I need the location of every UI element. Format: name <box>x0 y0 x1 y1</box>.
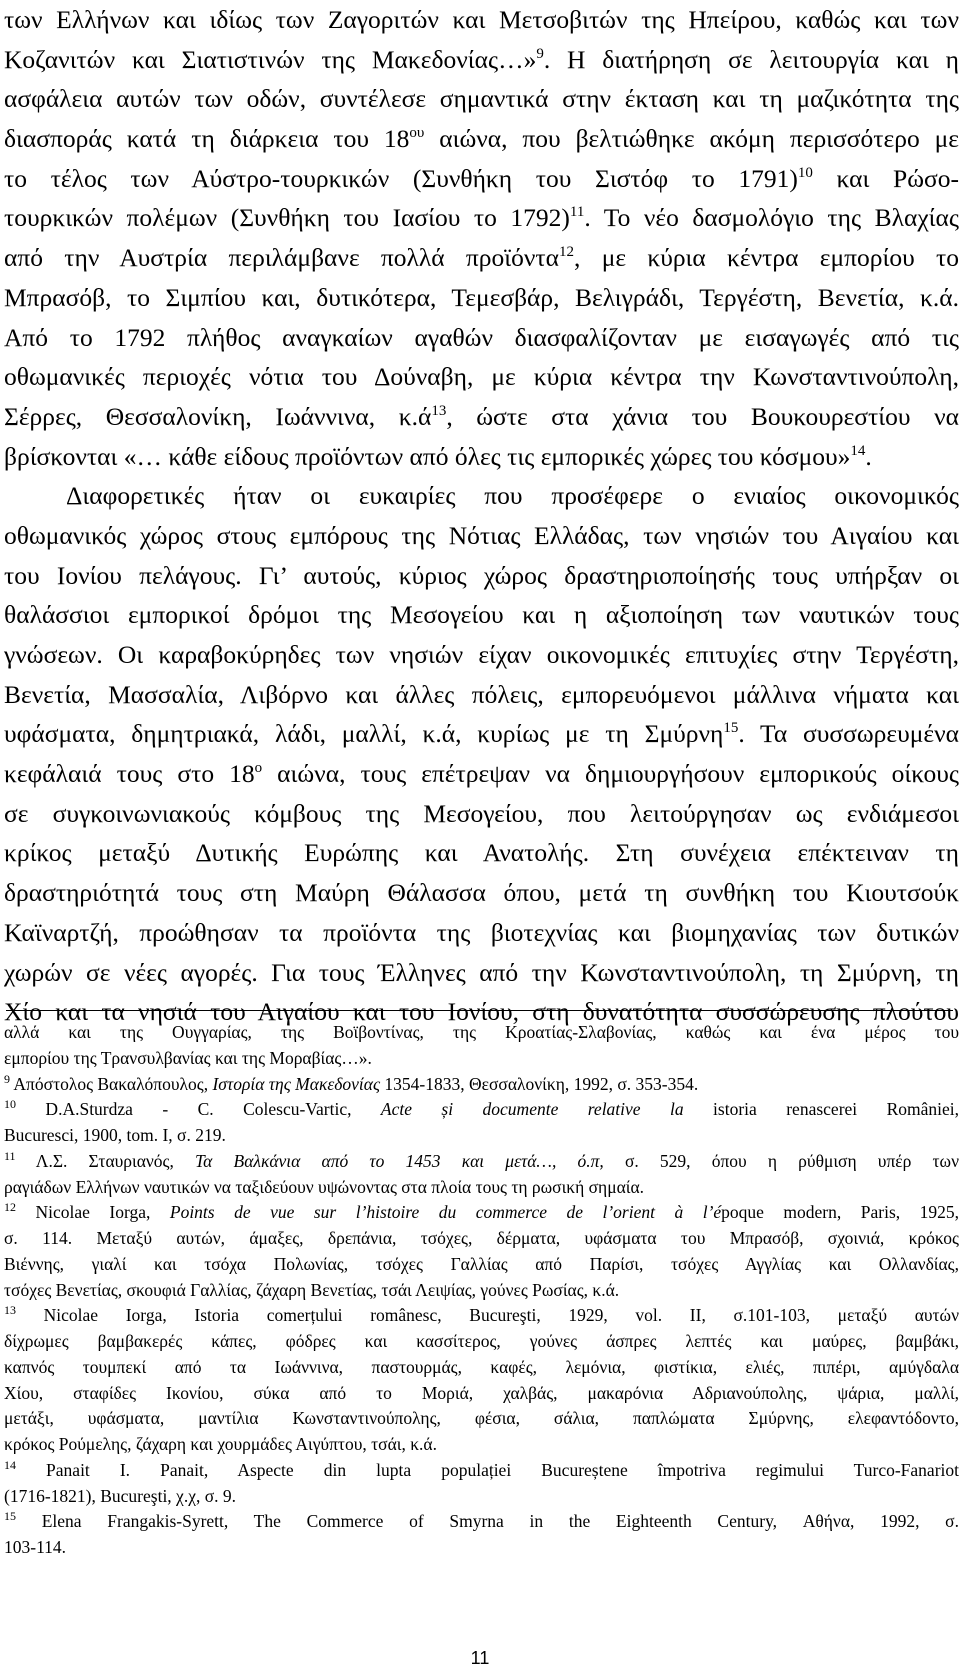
footnote-line <box>4 1046 959 1072</box>
line-text: τουρκικών πολέμων (Συνθήκη του Ιασίου το 1792) <box>4 203 570 233</box>
footnote-line <box>4 1097 959 1123</box>
main-text <box>4 0 959 1032</box>
text-line <box>4 159 959 199</box>
footnote-title: Points de vue sur l’histoire du commerce de l’orient à l’é <box>169 1202 722 1223</box>
text-line <box>4 397 959 437</box>
footnote-text: μετάξι, υφάσματα, μαντίλια Κωνσταντινούπολης, φέσια, σάλια, παπλώματα Σμύρνης, ελεφαντόδοντο, <box>4 1408 959 1429</box>
footnote-line <box>4 1329 959 1355</box>
line-text: Μπρασόβ, το Σιμπίου και, δυτικότερα, Τεμεσβάρ, Βελιγράδι, Τεργέστη, Βενετία, κ.ά. <box>4 282 959 312</box>
line-text: το τέλος των Αύστρο-τουρκικών (Συνθήκη του Σιστόφ το 1791) <box>4 163 798 193</box>
footnote-text: D.A.Sturdza - C. Colescu-Vartic, <box>16 1099 381 1120</box>
footnote-text: Βιέννης, γιαλί και τσόχα Πολωνίας, τσόχες Γαλλίας από Παρίσι, τσόχες Αγγλίας και Ολλανδίας, <box>4 1253 959 1274</box>
line-text: από την Αυστρία περιλάμβανε πολλά προϊόντα <box>4 243 560 273</box>
footnote-title: Ιστορία της Μακεδονίας <box>212 1073 381 1094</box>
footnote-text: Elena Frangakis-Syrett, The Commerce of Smyrna in the Eighteenth Century, Αθήνα, 1992, σ. <box>16 1511 959 1532</box>
line-text: οθωμανικές περιοχές νότια του Δούναβη, με κύρια κέντρα την Κωνσταντινούπολη, <box>4 362 959 392</box>
text-line <box>4 278 959 318</box>
line-text: Βενετία, Μασσαλία, Λιβόρνο και άλλες πόλεις, εμπορευόμενοι μάλλινα νήματα και <box>4 679 959 709</box>
footnote-line <box>4 1458 959 1484</box>
footnote-title: Τα Βαλκάνια από το 1453 και μετά…, ό.π, <box>195 1150 604 1171</box>
footnote-text-cont: istoria renascerei Românieі, <box>683 1099 959 1120</box>
footnote-text-cont: 1354-1833, Θεσσαλονίκη, 1992, σ. 353-354. <box>380 1073 699 1094</box>
text-line <box>4 635 959 675</box>
line-text: γνώσεων. Οι καραβοκύρηδες των νησιών είχαν οικονομικές επιτυχίες στην Τεργέστη, <box>4 640 959 669</box>
footnote-line <box>4 1200 959 1226</box>
text-line <box>4 318 959 358</box>
text-line <box>4 913 959 953</box>
line-text: βρίσκονται «… κάθε είδους προϊόντων από όλες τις εμπορικές χώρες του κόσμου» <box>4 441 851 471</box>
line-text-cont: , ώστε στα χάνια του Βουκουρεστίου να <box>446 401 959 431</box>
footnote-text: καπνός τουμπεκί από τα Ιωάννινα, παστουρμάς, καφές, λεμόνια, φιστίκια, ελιές, πιπέρι, αμύγδαλα <box>4 1356 959 1377</box>
footnote-ref: 15 <box>723 720 739 737</box>
footnote-text: (1716-1821), Bucureşti, χ.χ, σ. 9. <box>4 1485 237 1506</box>
footnote-text: Nicolae Iorga, Istoria comerțului românesc, Bucureşti, 1929, vol. II, σ.101-103, μεταξύ αυτών <box>16 1305 959 1326</box>
footnote-line <box>4 1381 959 1407</box>
line-text: χωρών σε νέες αγορές. Για τους Έλληνες από την Κωνσταντινούπολη, τη Σμύρνη, τη <box>4 957 959 987</box>
footnote-line <box>4 1303 959 1329</box>
line-text: Από το 1792 πλήθος αναγκαίων αγαθών διασφαλίζονταν με εισαγωγές από τις <box>4 322 959 352</box>
footnote-text: ραγιάδων Ελλήνων ναυτικών να ταξιδεύουν υψώνοντας στα πλοία τους τη ρωσική σημαία. <box>4 1176 645 1197</box>
text-line <box>4 953 959 993</box>
footnote-text-cont: σ. 529, όπου η ρύθμιση υπέρ των <box>603 1150 959 1171</box>
line-text: Καϊναρτζή, προώθησαν τα προϊόντα της βιοτεχνίας και βιομηχανίας των δυτικών <box>4 917 959 947</box>
footnote-line <box>4 1072 959 1098</box>
footnotes <box>4 1020 959 1561</box>
text-line <box>4 79 959 119</box>
line-text-cont: . Το νέο δασμολόγιο της Βλαχίας <box>584 203 959 233</box>
footnote-title: Acte și documente relative la <box>380 1099 684 1120</box>
line-text-cont: . Τα συσσωρευμένα <box>738 719 959 749</box>
line-text: ασφάλεια αυτών των οδών, συντέλεσε σημαντικά στην έκταση και τη μαζικότητα της <box>4 84 959 114</box>
footnote-separator <box>6 1010 953 1011</box>
footnote-line <box>4 1406 959 1432</box>
text-line <box>4 476 959 516</box>
footnote-number: 15 <box>4 1509 16 1524</box>
footnote-text: Nicolae Iorga, <box>16 1202 170 1223</box>
line-text-cont: , με κύρια κέντρα εμπορίου το <box>574 243 959 273</box>
line-text-cont: και Ρώσο- <box>812 163 959 193</box>
footnote-ref: ου <box>409 125 425 142</box>
footnote-text: δίχρωμες βαμβακερές κάπες, φόδρες και κασσίτερος, γούνες άσπρες λεπτές και μαύρες, βαμβάκι, <box>4 1331 959 1351</box>
footnote-line <box>4 1278 959 1304</box>
footnote-number: 10 <box>4 1097 16 1112</box>
line-text: δραστηριότητά τους στη Μαύρη Θάλασσα όπου, μετά τη συνθήκη του Κιουτσούκ <box>4 878 959 908</box>
footnote-line <box>4 1355 959 1381</box>
line-text: κεφάλαιά τους στο 18 <box>4 759 255 789</box>
line-text: Διαφορετικές ήταν οι ευκαιρίες που προσέφερε ο ενιαίος οικονομικός <box>66 481 959 511</box>
text-line <box>4 833 959 873</box>
footnote-number: 11 <box>4 1148 16 1163</box>
footnote-number: 9 <box>4 1071 10 1086</box>
footnote-line <box>4 1020 959 1046</box>
footnote-line <box>4 1509 959 1535</box>
footnote-line <box>4 1175 959 1201</box>
footnote-text: 103-114. <box>4 1537 67 1557</box>
footnote-line <box>4 1252 959 1278</box>
footnote-line <box>4 1535 959 1561</box>
footnote-ref: 14 <box>850 442 866 459</box>
text-line <box>4 794 959 834</box>
text-line <box>4 119 959 159</box>
footnote-ref: 11 <box>569 204 585 221</box>
footnote-text: Χίου, σταφίδες Ικονίου, σύκα από το Μοριά, χαλβάς, μακαρόνια Αδριανούπολης, ψάρια, μαλλί, <box>4 1382 959 1403</box>
line-text: των Ελλήνων και ιδίως των Ζαγοριτών και Μετσοβιτών της Ηπείρου, καθώς και των <box>4 5 959 34</box>
footnote-text: σ. 114. Μεταξύ αυτών, άμαξες, δρεπάνια, τσόχες, δέρματα, υφάσματα του Μπρασόβ, σχοινιά, κρόκος <box>4 1228 959 1248</box>
text-line <box>4 675 959 715</box>
text-line <box>4 0 959 40</box>
line-text-cont: αιώνα, τους επέτρεψαν να δημιουργήσουν εμπορικούς οίκους <box>262 759 960 789</box>
footnote-ref: 12 <box>559 244 575 261</box>
footnote-text-cont: poque modern, Paris, 1925, <box>721 1202 959 1223</box>
footnote-ref: 10 <box>797 164 813 181</box>
page-number: 11 <box>470 1648 490 1668</box>
line-text: υφάσματα, δημητριακά, λάδι, μαλλί, κ.ά, κυρίως με τη Σμύρνη <box>4 719 724 749</box>
text-line <box>4 40 959 80</box>
line-text: σε συγκοινωνιακούς κόμβους της Μεσογείου, που λειτούργησαν ως ενδιάμεσοι <box>4 798 959 828</box>
footnote-ref: 13 <box>431 402 447 419</box>
text-line <box>4 437 959 477</box>
text-line <box>4 357 959 397</box>
line-text: κρίκος μεταξύ Δυτικής Ευρώπης και Ανατολής. Στη συνέχεια επέκτειναν τη <box>4 838 959 868</box>
footnote-line <box>4 1123 959 1149</box>
footnote-text: εμπορίου της Τρανσυλβανίας και της Μοραβίας…». <box>4 1047 372 1068</box>
footnote-line <box>4 1432 959 1458</box>
line-text: Σέρρες, Θεσσαλονίκη, Ιωάννινα, κ.ά <box>4 401 432 431</box>
text-line <box>4 595 959 635</box>
line-text: θαλάσσιοι εμπορικοί δρόμοι της Μεσογείου και η αξιοποίηση των ναυτικών τους <box>4 600 959 630</box>
line-text-cont: . Η διατήρηση σε λειτουργία και η <box>543 44 960 74</box>
text-line <box>4 198 959 238</box>
line-text: του Ιονίου πελάγους. Γι’ αυτούς, κύριος χώρος δραστηριοποίησής τους υπήρξαν οι <box>4 560 959 590</box>
text-line <box>4 516 959 556</box>
footnote-text: κρόκος Ρούμελης, ζάχαρη και χουρμάδες Αιγύπτου, τσάι, κ.ά. <box>4 1434 437 1454</box>
footnote-text: τσόχες Βενετίας, σκουφιά Γαλλίας, ζάχαρη Βενετίας, τσάι Λειψίας, γούνες Ρωσίας, κ.ά. <box>4 1279 620 1300</box>
text-line <box>4 238 959 278</box>
footnote-line <box>4 1149 959 1175</box>
line-text-cont: . <box>865 441 872 471</box>
footnote-text: Panait I. Panait, Aspecte din lupta populației Bucureștene împotriva regimului Turco-Fanariot <box>16 1459 959 1480</box>
text-line <box>4 556 959 596</box>
footnote-number: 13 <box>4 1303 16 1318</box>
text-line <box>4 754 959 794</box>
footnote-text: Απόστολος Βακαλόπουλος, <box>10 1073 213 1094</box>
footnote-ref: ο <box>254 760 263 777</box>
line-text-cont: αιώνα, που βελτιώθηκε ακόμη περισσότερο με <box>424 124 959 154</box>
line-text: Χίο και τα νησιά του Αιγαίου και του Ιονίου, στη δυνατότητα συσσώρευσης πλούτου <box>4 997 959 1027</box>
line-text: Κοζανιτών και Σιατιστινών της Μακεδονίας…» <box>4 44 537 74</box>
text-line <box>4 714 959 754</box>
footnote-text: Bucuresci, 1900, tom. I, σ. 219. <box>4 1125 226 1145</box>
line-text: διασποράς κατά τη διάρκεια του 18 <box>4 124 410 154</box>
footnote-text: αλλά και της Ουγγαρίας, της Βοϊβοντίνας, της Κροατίας-Σλαβονίας, καθώς και ένα μέρος του <box>4 1022 959 1042</box>
footnote-line <box>4 1226 959 1252</box>
footnote-number: 14 <box>4 1457 16 1472</box>
footnote-line <box>4 1484 959 1510</box>
footnote-text: Λ.Σ. Σταυριανός, <box>15 1150 196 1171</box>
footnote-ref: 9 <box>536 45 544 62</box>
footnote-number: 12 <box>4 1200 16 1215</box>
text-line <box>4 873 959 913</box>
line-text: οθωμανικός χώρος στους εμπόρους της Νότιας Ελλάδας, των νησιών του Αιγαίου και <box>4 520 959 550</box>
